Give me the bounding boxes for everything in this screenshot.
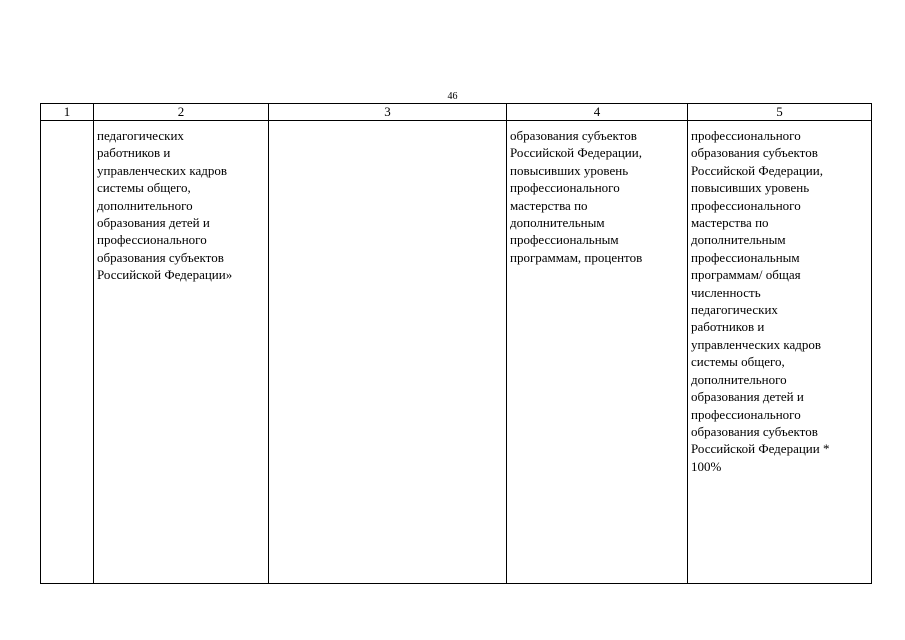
cell-col-4: образования субъектов Российской Федерации, повысивших уровень профессионального мастерства по дополнительным профессиональным программам, процентов <box>507 121 688 584</box>
cell-col-5: профессионального образования субъектов Российской Федерации, повысивших уровень профессионального мастерства по дополнительным профессиональным программам/ общая численность педагогических работников и управленческих кадров системы общего, дополнительного образования детей и профессионального образования субъектов Российской Федерации * 100% <box>688 121 872 584</box>
indicator-table <box>40 103 872 584</box>
cell-col-1 <box>41 121 94 584</box>
column-header-1: 1 <box>41 104 94 121</box>
cell-col-3 <box>269 121 507 584</box>
column-header-4: 4 <box>507 104 688 121</box>
page-number: 46 <box>447 91 458 102</box>
table-row <box>41 121 872 584</box>
column-header-2: 2 <box>94 104 269 121</box>
cell-col-2: педагогических работников и управленческих кадров системы общего, дополнительного образования детей и профессионального образования субъектов Российской Федерации» <box>94 121 269 584</box>
column-header-3: 3 <box>269 104 507 121</box>
column-header-5: 5 <box>688 104 872 121</box>
table-header-row <box>41 104 872 121</box>
